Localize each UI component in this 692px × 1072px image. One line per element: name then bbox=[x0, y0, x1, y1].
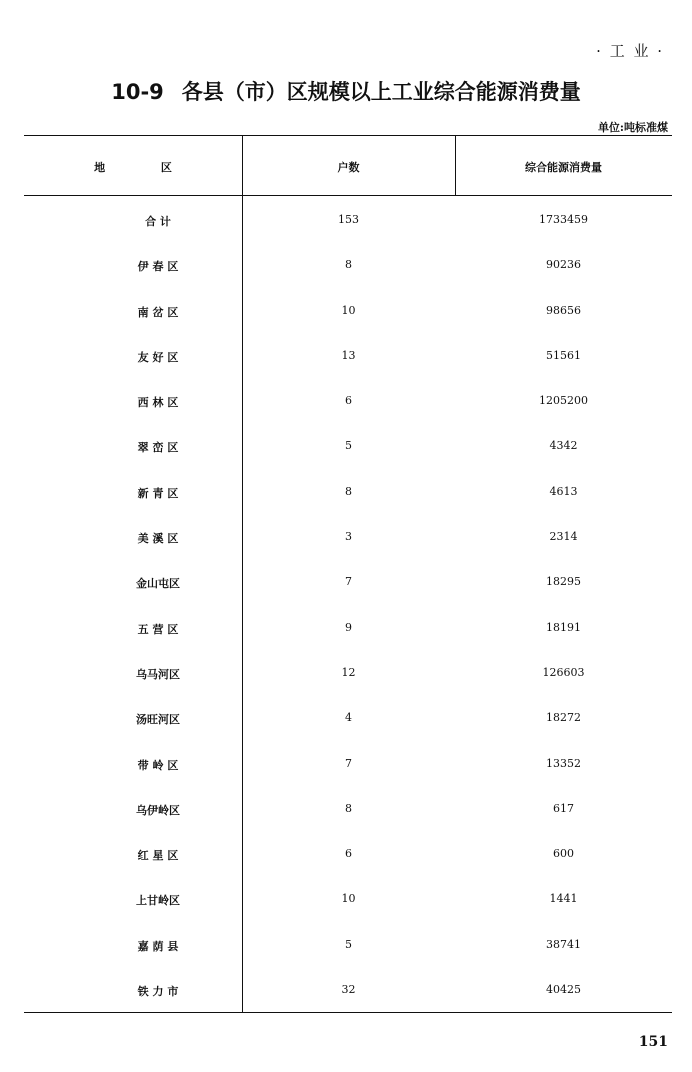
energy-cell: 1441 bbox=[549, 892, 578, 906]
count-cell: 8 bbox=[345, 801, 352, 815]
table-header-rule bbox=[24, 195, 672, 196]
region-cell: 铁 力 市 bbox=[137, 985, 179, 999]
page-number: 151 bbox=[638, 1034, 668, 1050]
table-row bbox=[24, 197, 672, 242]
region-cell: 美 溪 区 bbox=[137, 532, 179, 546]
table-row bbox=[24, 469, 672, 514]
count-cell: 13 bbox=[341, 348, 356, 362]
table-row bbox=[24, 650, 672, 695]
energy-cell: 4342 bbox=[549, 439, 578, 453]
region-cell: 翠 峦 区 bbox=[137, 441, 179, 455]
count-cell: 9 bbox=[345, 620, 352, 634]
energy-cell: 90236 bbox=[546, 258, 581, 272]
count-cell: 6 bbox=[345, 394, 352, 408]
energy-cell: 1205200 bbox=[539, 394, 588, 408]
count-cell: 8 bbox=[345, 484, 352, 498]
energy-cell: 126603 bbox=[542, 665, 585, 679]
energy-cell: 18191 bbox=[546, 620, 581, 634]
column-header-energy: 综合能源消费量 bbox=[525, 161, 602, 174]
count-cell: 5 bbox=[345, 937, 352, 951]
energy-cell: 600 bbox=[553, 847, 574, 861]
region-cell: 五 营 区 bbox=[137, 622, 179, 636]
table-row bbox=[24, 605, 672, 650]
unit-label: 单位:吨标准煤 bbox=[597, 121, 668, 134]
count-cell: 10 bbox=[341, 892, 356, 906]
energy-cell: 38741 bbox=[546, 937, 581, 951]
energy-cell: 4613 bbox=[549, 484, 578, 498]
table-row bbox=[24, 242, 672, 287]
count-cell: 7 bbox=[345, 756, 352, 770]
column-header-count: 户数 bbox=[337, 161, 360, 174]
table-row bbox=[24, 922, 672, 967]
region-cell: 西 林 区 bbox=[137, 396, 179, 410]
region-cell: 上甘岭区 bbox=[136, 894, 180, 908]
table-top-rule bbox=[24, 135, 672, 136]
table-row bbox=[24, 741, 672, 786]
count-cell: 6 bbox=[345, 847, 352, 861]
region-cell: 金山屯区 bbox=[136, 577, 180, 591]
energy-cell: 1733459 bbox=[539, 213, 588, 226]
energy-cell: 51561 bbox=[546, 348, 581, 362]
table-row bbox=[24, 333, 672, 378]
table-row bbox=[24, 786, 672, 831]
count-cell: 4 bbox=[345, 711, 352, 725]
section-tag: · 工 业 · bbox=[596, 42, 664, 60]
table-row bbox=[24, 876, 672, 921]
region-cell: 新 青 区 bbox=[137, 486, 179, 500]
energy-cell: 98656 bbox=[546, 303, 581, 317]
energy-cell: 18272 bbox=[546, 711, 581, 725]
region-cell: 嘉 荫 县 bbox=[137, 939, 179, 953]
column-header-region: 地 区 bbox=[94, 161, 198, 174]
count-cell: 10 bbox=[341, 303, 356, 317]
region-cell: 友 好 区 bbox=[137, 350, 179, 364]
table-row bbox=[24, 514, 672, 559]
count-cell: 153 bbox=[338, 213, 359, 226]
energy-cell: 40425 bbox=[546, 983, 581, 997]
table-number: 10-9 bbox=[111, 80, 164, 104]
table-row bbox=[24, 695, 672, 740]
region-cell: 合 计 bbox=[145, 215, 171, 228]
energy-cell: 617 bbox=[553, 801, 574, 815]
table-row bbox=[24, 967, 672, 1012]
table-row bbox=[24, 559, 672, 604]
table-row bbox=[24, 378, 672, 423]
count-cell: 32 bbox=[341, 983, 356, 997]
region-cell: 乌伊岭区 bbox=[136, 803, 180, 817]
table-title: 各县（市）区规模以上工业综合能源消费量 bbox=[181, 80, 581, 104]
region-cell: 红 星 区 bbox=[137, 849, 179, 863]
region-cell: 南 岔 区 bbox=[137, 305, 179, 319]
region-cell: 伊 春 区 bbox=[137, 260, 179, 274]
table-row bbox=[24, 288, 672, 333]
region-cell: 汤旺河区 bbox=[136, 713, 180, 727]
table-body bbox=[24, 197, 672, 1012]
table-row bbox=[24, 831, 672, 876]
count-cell: 8 bbox=[345, 258, 352, 272]
count-cell: 3 bbox=[345, 530, 352, 544]
count-cell: 7 bbox=[345, 575, 352, 589]
region-cell: 带 岭 区 bbox=[137, 758, 179, 772]
energy-cell: 2314 bbox=[549, 530, 578, 544]
count-cell: 5 bbox=[345, 439, 352, 453]
energy-cell: 18295 bbox=[546, 575, 581, 589]
region-cell: 乌马河区 bbox=[136, 667, 180, 681]
page-title bbox=[0, 76, 692, 106]
energy-cell: 13352 bbox=[546, 756, 581, 770]
count-cell: 12 bbox=[341, 665, 356, 679]
table-row bbox=[24, 423, 672, 468]
